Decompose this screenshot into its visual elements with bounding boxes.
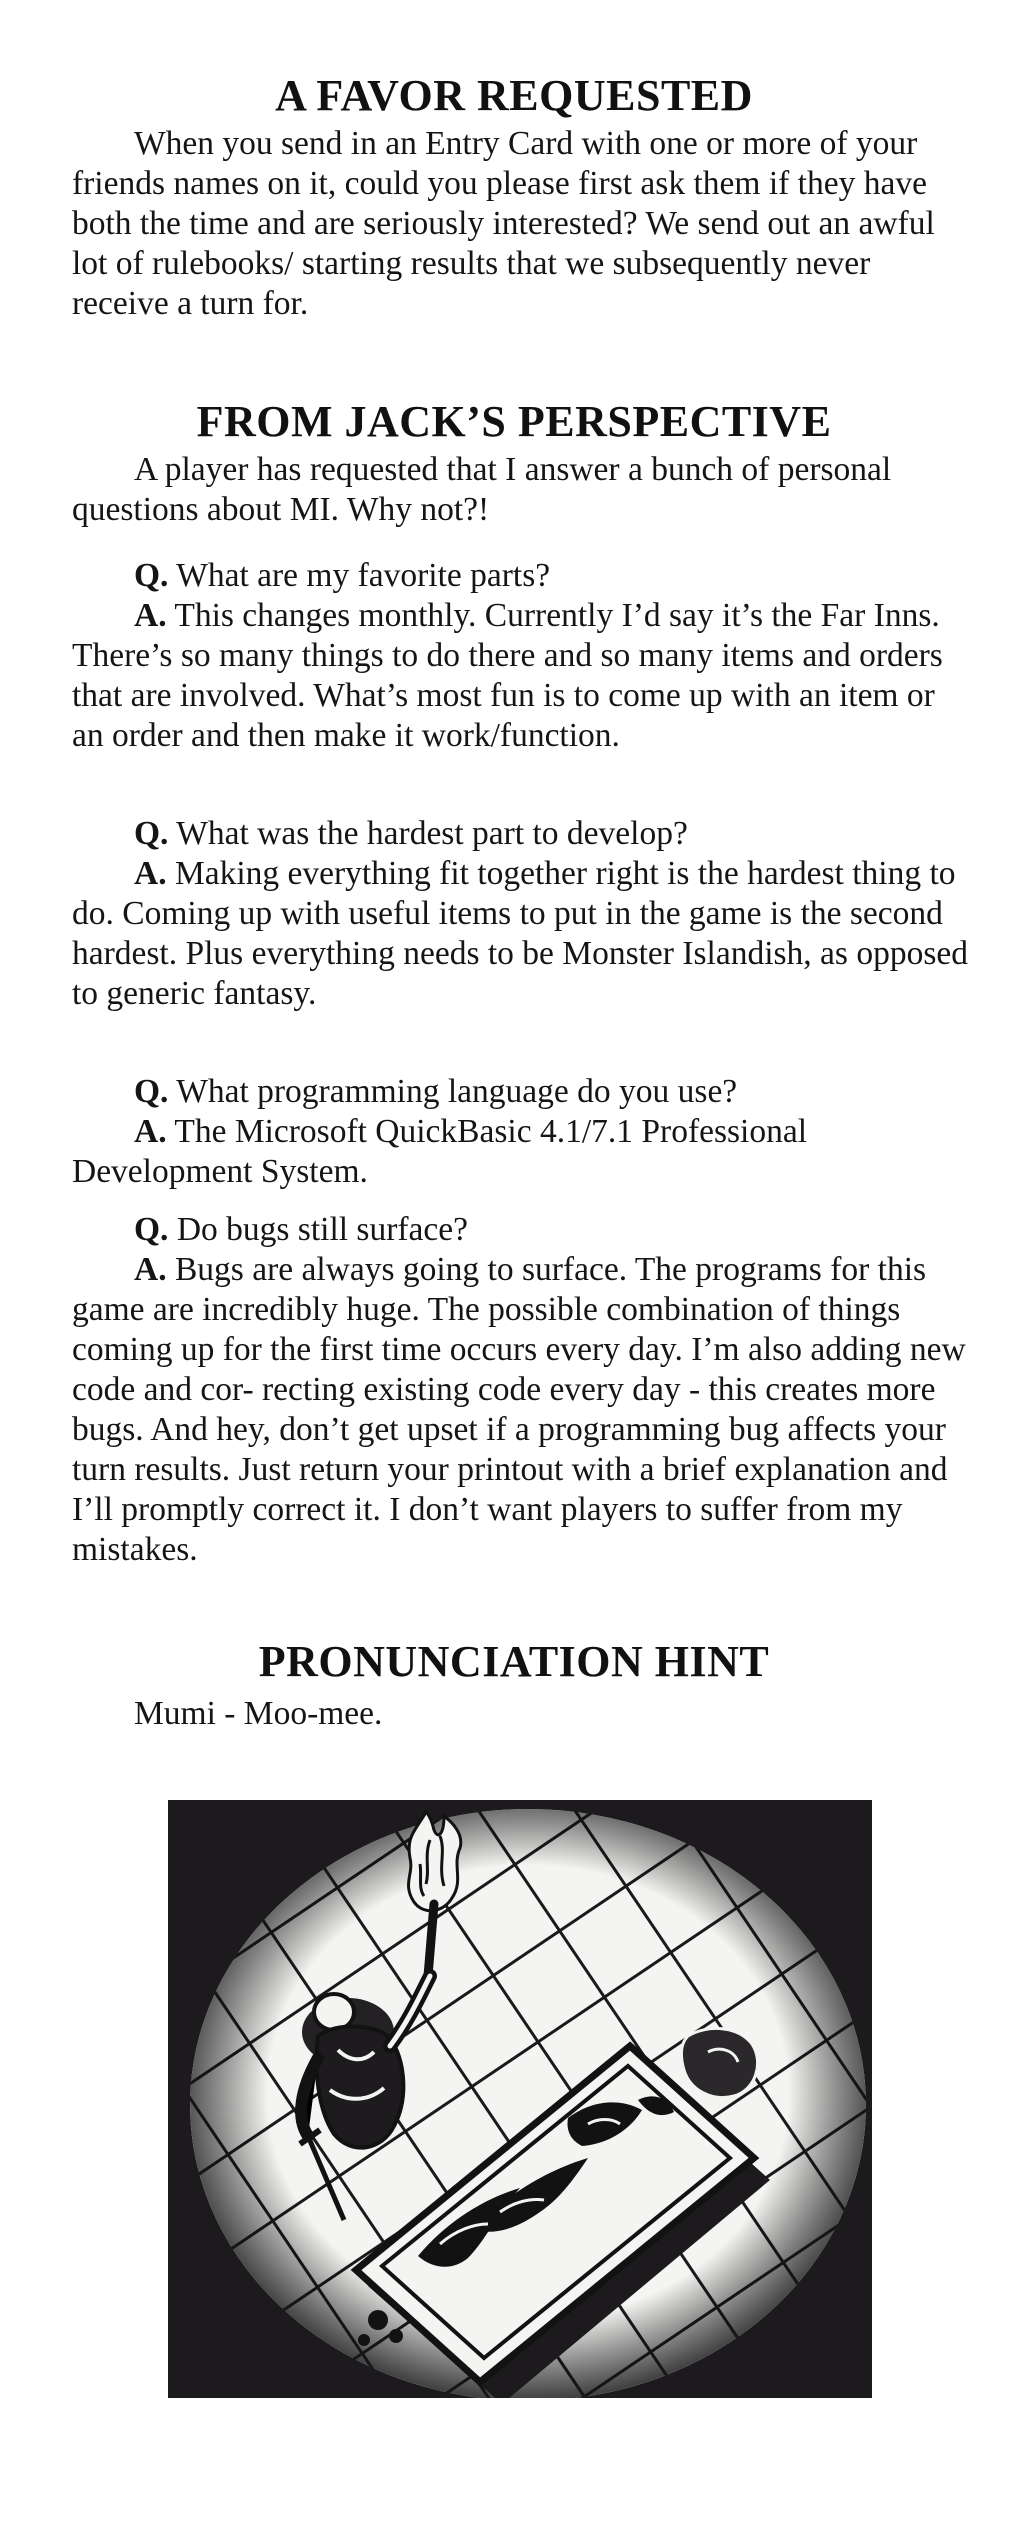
favor-requested-paragraph: [72, 124, 972, 324]
heading-jacks-perspective: FROM JACK’S PERSPECTIVE: [196, 397, 832, 446]
jacks-perspective-intro: [72, 450, 972, 530]
jacks-perspective-intro-text: A player has requested that I answer a bunch of personal questions about MI. Why not?!: [72, 451, 892, 528]
question-mark: Q.: [134, 1211, 169, 1248]
qa-item: [72, 814, 972, 1014]
question-mark: Q.: [134, 815, 169, 852]
answer-text: Making everything fit together right is the hardest thing to do. Coming up with useful items to put in the game is the second hardest. Plus everything needs to be Monster Islandish, as opposed to generic fantasy.: [72, 855, 968, 1012]
question-text: What are my favorite parts?: [176, 557, 551, 594]
answer-mark: A.: [134, 855, 167, 892]
qa-item: [72, 1210, 972, 1570]
question: [72, 814, 972, 854]
dungeon-illustration: [168, 1800, 872, 2398]
answer-text: This changes monthly. Currently I’d say it’s the Far Inns. There’s so many things to do there and so many items and orders that are involved. What’s most fun is to come up with an item or an order and then make it work/function.: [72, 597, 943, 754]
question-mark: Q.: [134, 1073, 169, 1110]
question-text: What was the hardest part to develop?: [176, 815, 688, 852]
answer: [72, 596, 972, 756]
heading-pronunciation-hint: PRONUNCIATION HINT: [258, 1637, 770, 1686]
heading-favor-requested: A FAVOR REQUESTED: [275, 71, 753, 120]
qa-item: [72, 1072, 972, 1192]
pronunciation-hint-text: Mumi - Moo-mee.: [134, 1695, 383, 1732]
question-text: Do bugs still surface?: [176, 1211, 469, 1248]
pronunciation-hint-paragraph: [72, 1694, 972, 1734]
answer: [72, 854, 972, 1014]
qa-item: [72, 556, 972, 756]
answer: [72, 1250, 972, 1570]
question-mark: Q.: [134, 557, 169, 594]
answer-text: Bugs are always going to surface. The programs for this game are incredibly huge. The possible combination of things coming up for the first time occurs every day. I’m also adding new code and cor- recting existing code every day - this creates more bugs. And hey, don’t get upset if a programming bug affects your turn results. Just return your printout with a brief explanation and I’ll promptly correct it. I don’t want players to suffer from my mistakes.: [72, 1251, 966, 1568]
answer-mark: A.: [134, 1251, 167, 1288]
dungeon-illustration-svg: [168, 1800, 872, 2398]
answer-mark: A.: [134, 1113, 167, 1150]
answer-text: The Microsoft QuickBasic 4.1/7.1 Professional Development System.: [72, 1113, 808, 1190]
favor-requested-text: When you send in an Entry Card with one or more of your friends names on it, could you please first ask them if they have both the time and are seriously interested? We send out an awful lot of rulebooks/ starting results that we subsequently never receive a turn for.: [72, 125, 935, 322]
question-text: What programming language do you use?: [176, 1073, 738, 1110]
question: [72, 556, 972, 596]
answer: [72, 1112, 972, 1192]
answer-mark: A.: [134, 597, 167, 634]
question: [72, 1072, 972, 1112]
question: [72, 1210, 972, 1250]
